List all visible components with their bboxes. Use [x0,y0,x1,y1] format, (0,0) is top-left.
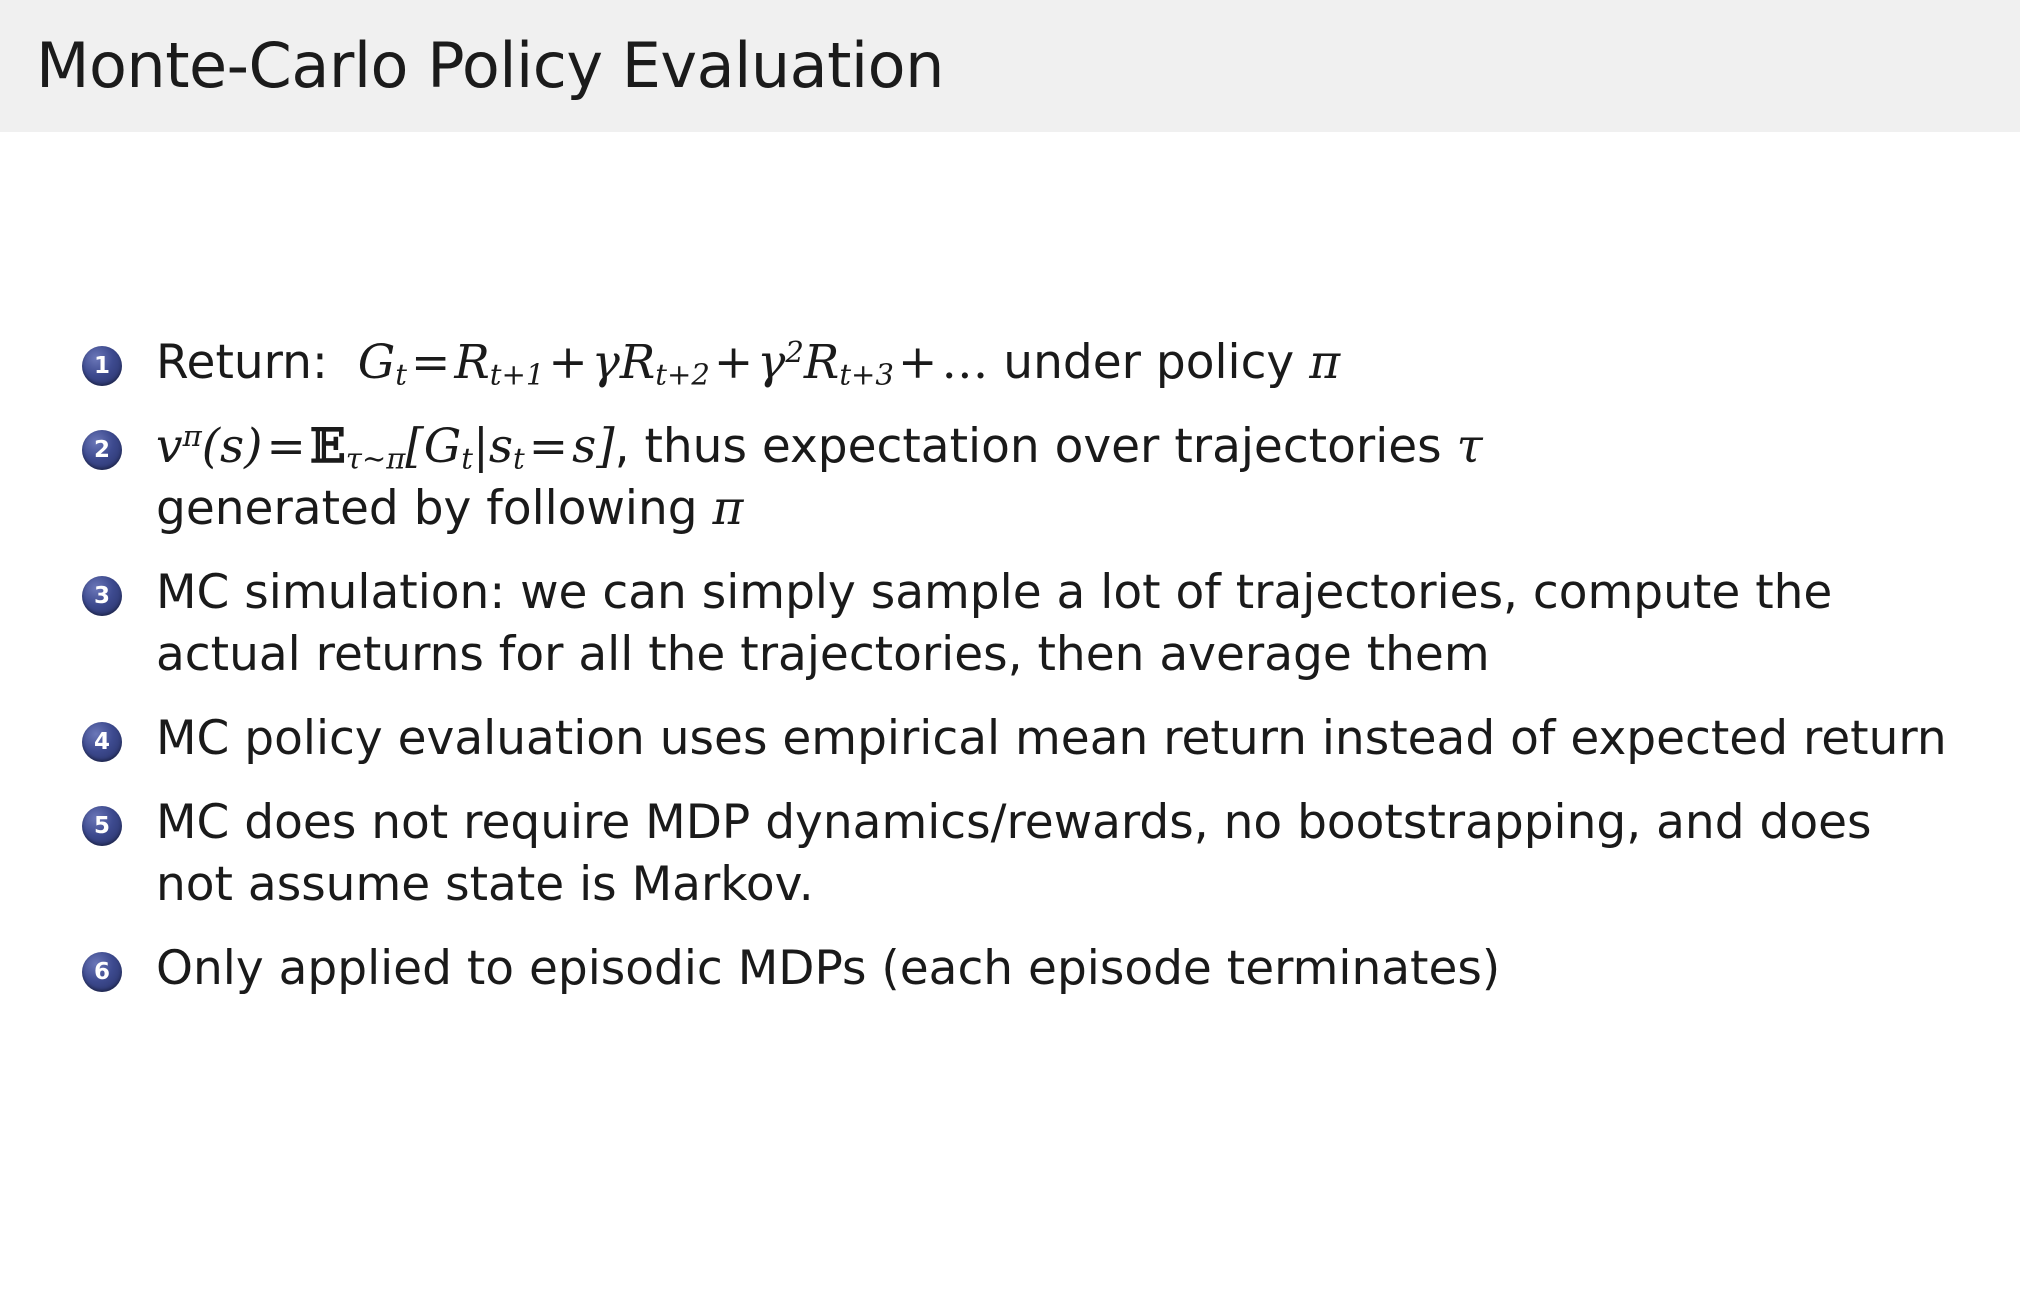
bullet-list [70,332,1960,1000]
formula-value-function: $v^\pi(s)=𝔼_{\tau\sim\pi}[G_t|s_t=s]$ [156,419,615,476]
value-function-tail: generated by following [156,481,698,537]
formula-return: $G_t=R_{t+1}+\gamma R_{t+2}+\gamma^2R_{t+3}+\dots$ [357,334,989,392]
list-item [70,562,1960,686]
list-marker-5: 5 [82,806,122,846]
pi-symbol: π [1309,335,1341,390]
return-label: Return: [156,335,328,390]
list-item [70,708,1960,770]
list-marker-1: 1 [82,346,122,386]
list-item-text-3: MC simulation: we can simply sample a lot of trajectories, compute the actual returns for all the trajectories, then average them [156,565,1833,683]
list-marker-6: 6 [82,952,122,992]
list-marker-3: 3 [82,576,122,616]
list-item [70,792,1960,916]
list-item [70,938,1960,1000]
tau-symbol: τ [1456,419,1483,475]
pi-symbol-2: π [712,481,744,537]
slide-title-bar [0,0,2020,132]
return-suffix: under policy [1003,335,1295,390]
list-item-text-6: Only applied to episodic MDPs (each episode terminates) [156,941,1501,997]
list-item-text-1 [156,335,1340,390]
list-marker-4: 4 [82,722,122,762]
list-marker-2: 2 [82,430,122,470]
page-title: Monte-Carlo Policy Evaluation [36,29,944,102]
slide-content [0,132,2020,1000]
list-item [70,332,1960,394]
list-item [70,416,1960,540]
list-item-text-4: MC policy evaluation uses empirical mean return instead of expected return [156,711,1947,767]
value-function-mid: , thus expectation over trajectories [614,419,1442,475]
list-item-text-5: MC does not require MDP dynamics/rewards, no bootstrapping, and does not assume state is Markov. [156,795,1872,913]
list-item-text-2 [156,419,1483,536]
